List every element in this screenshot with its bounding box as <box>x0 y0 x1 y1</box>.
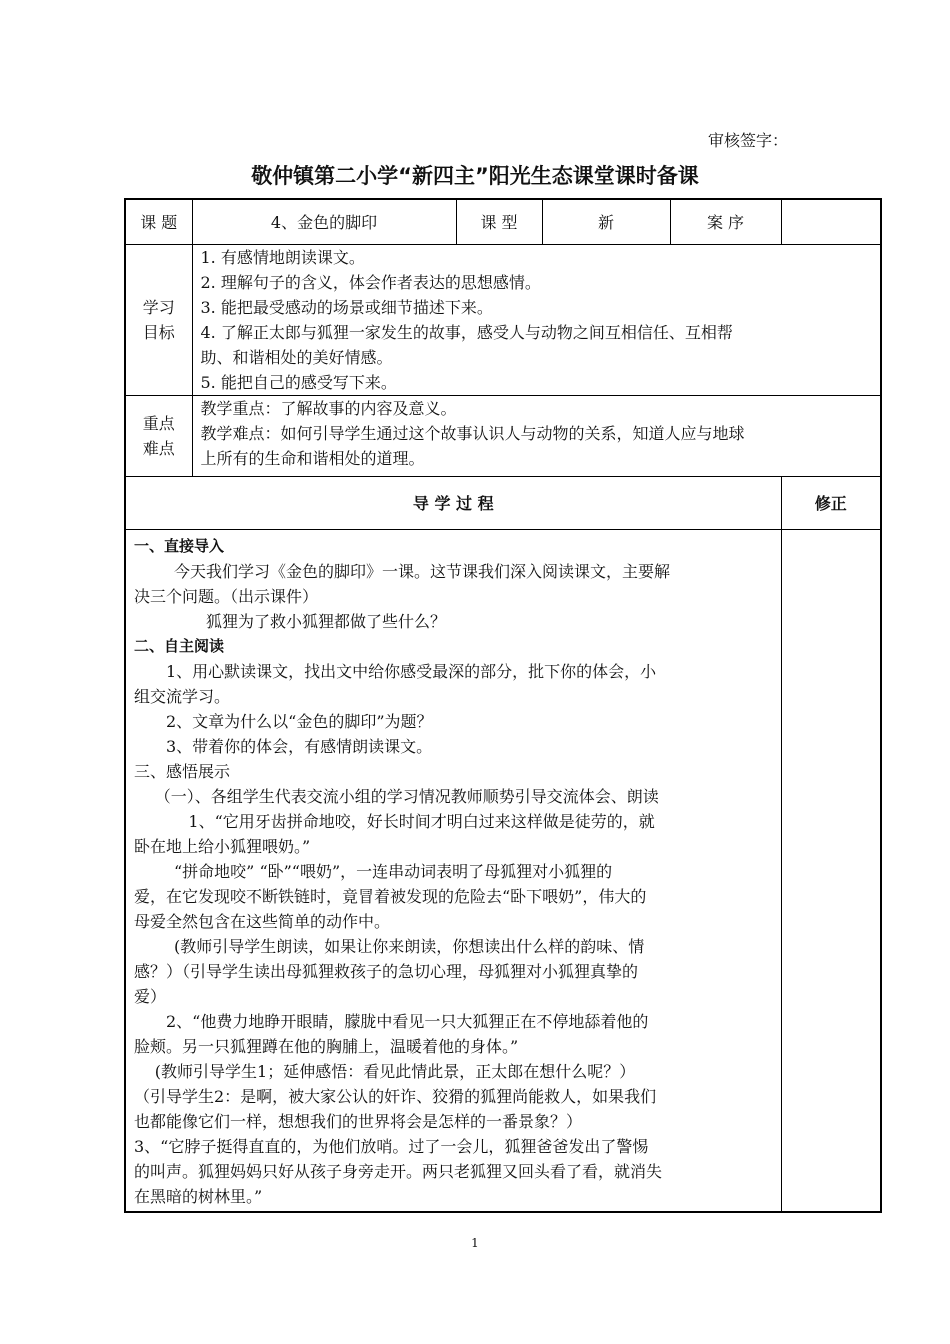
process-line: 1、用心默读课文，找出文中给你感受最深的部分，批下你的体会，小 <box>166 662 657 681</box>
goals-row <box>125 245 881 396</box>
process-line: 2、“他费力地睁开眼睛，朦胧中看见一只大狐狸正在不停地舔着他的 <box>166 1012 649 1031</box>
process-line: 组交流学习。 <box>134 687 231 706</box>
section-heading: 一、直接导入 <box>134 537 225 555</box>
key-line: 教学重点：了解故事的内容及意义。 <box>200 399 457 418</box>
process-line: （引导学生2：是啊，被大家公认的奸诈、狡猾的狐狸尚能救人，如果我们 <box>134 1087 657 1106</box>
process-line: 三、感悟展示 <box>134 762 231 781</box>
keys-content <box>192 396 881 477</box>
goal-item: 1. 有感情地朗读课文。 <box>200 248 365 267</box>
process-line: 3、带着你的体会，有感情朗读课文。 <box>166 737 433 756</box>
page-number: 1 <box>471 1236 479 1250</box>
goals-label <box>125 245 192 396</box>
goals-label-line: 学习 <box>142 298 175 317</box>
page-title: 敬仲镇第二小学“新四主”阳光生态课堂课时备课 <box>251 164 699 188</box>
process-line: 爱） <box>134 987 167 1006</box>
process-line: 感？）（引导学生读出母狐狸救孩子的急切心理，母狐狸对小狐狸真挚的 <box>134 962 639 981</box>
goal-item: 助、和谐相处的美好情感。 <box>200 348 393 367</box>
process-line: 3、“它脖子挺得直直的，为他们放哨。过了一会儿，狐狸爸爸发出了警惕 <box>134 1137 649 1156</box>
keys-label-line: 难点 <box>142 439 175 458</box>
keys-label-line: 重点 <box>142 414 175 433</box>
goal-item: 3. 能把最受感动的场景或细节描述下来。 <box>200 298 493 317</box>
process-line: 的叫声。狐狸妈妈只好从孩子身旁走开。两只老狐狸又回头看了看，就消失 <box>134 1162 663 1181</box>
process-line: 爱，在它发现咬不断铁链时，竟冒着被发现的危险去“卧下喂奶”，伟大的 <box>134 887 647 906</box>
keys-row <box>125 396 881 477</box>
header-row <box>125 199 881 245</box>
process-line: 2、文章为什么以“金色的脚印”为题？ <box>166 712 433 731</box>
process-line: 今天我们学习《金色的脚印》一课。这节课我们深入阅读课文，主要解 <box>174 562 671 581</box>
topic-label: 课 题 <box>125 199 192 245</box>
process-line: 母爱全然包含在这些简单的动作中。 <box>134 912 391 931</box>
type-value: 新 <box>542 199 670 245</box>
process-line: (教师引导学生朗读，如果让你来朗读，你想读出什么样的韵味、情 <box>174 937 645 956</box>
order-label: 案 序 <box>670 199 781 245</box>
lesson-plan-table <box>124 198 882 1213</box>
key-line: 教学难点：如何引导学生通过这个故事认识人与动物的关系，知道人应与地球 <box>200 424 745 443</box>
process-line: 在黑暗的树林里。” <box>134 1187 263 1206</box>
process-line: 也都能像它们一样，想想我们的世界将会是怎样的一番景象？） <box>134 1112 583 1131</box>
process-line: 卧在地上给小狐狸喂奶。” <box>134 837 311 856</box>
process-line: 1、“它用牙齿拼命地咬，好长时间才明白过来这样做是徒劳的，就 <box>188 812 655 831</box>
topic-value: 4、金色的脚印 <box>192 199 456 245</box>
goal-item: 4. 了解正太郎与狐狸一家发生的故事，感受人与动物之间互相信任、互相帮 <box>200 323 733 342</box>
keys-label <box>125 396 192 477</box>
process-line: (教师引导学生1；延伸感悟：看见此情此景，正太郎在想什么呢？） <box>154 1062 636 1081</box>
order-value <box>781 199 881 245</box>
goals-content <box>192 245 881 396</box>
process-line: 狐狸为了救小狐狸都做了些什么？ <box>206 612 447 631</box>
key-line: 上所有的生命和谐相处的道理。 <box>200 449 425 468</box>
process-line: 决三个问题。（出示课件） <box>134 587 319 606</box>
revise-header: 修正 <box>781 477 881 530</box>
type-label: 课 型 <box>456 199 542 245</box>
process-header-row <box>125 477 881 530</box>
process-line: 脸颊。另一只狐狸蹲在他的胸脯上，温暖着他的身体。” <box>134 1037 519 1056</box>
process-body-row <box>125 530 881 1213</box>
review-signature-label: 审核签字： <box>708 131 789 150</box>
goal-item: 5. 能把自己的感受写下来。 <box>200 373 397 392</box>
process-header: 导 学 过 程 <box>125 477 781 530</box>
process-line: （一）、各组学生代表交流小组的学习情况教师顺势引导交流体会、朗读 <box>154 787 659 806</box>
process-body <box>125 530 781 1213</box>
goal-item: 2. 理解句子的含义，体会作者表达的思想感情。 <box>200 273 541 292</box>
revise-column <box>781 530 881 1213</box>
goals-label-line: 目标 <box>142 323 175 342</box>
process-line: “拼命地咬” “卧”“喂奶”，一连串动词表明了母狐狸对小狐狸的 <box>174 862 613 881</box>
section-heading: 二、自主阅读 <box>134 637 225 655</box>
